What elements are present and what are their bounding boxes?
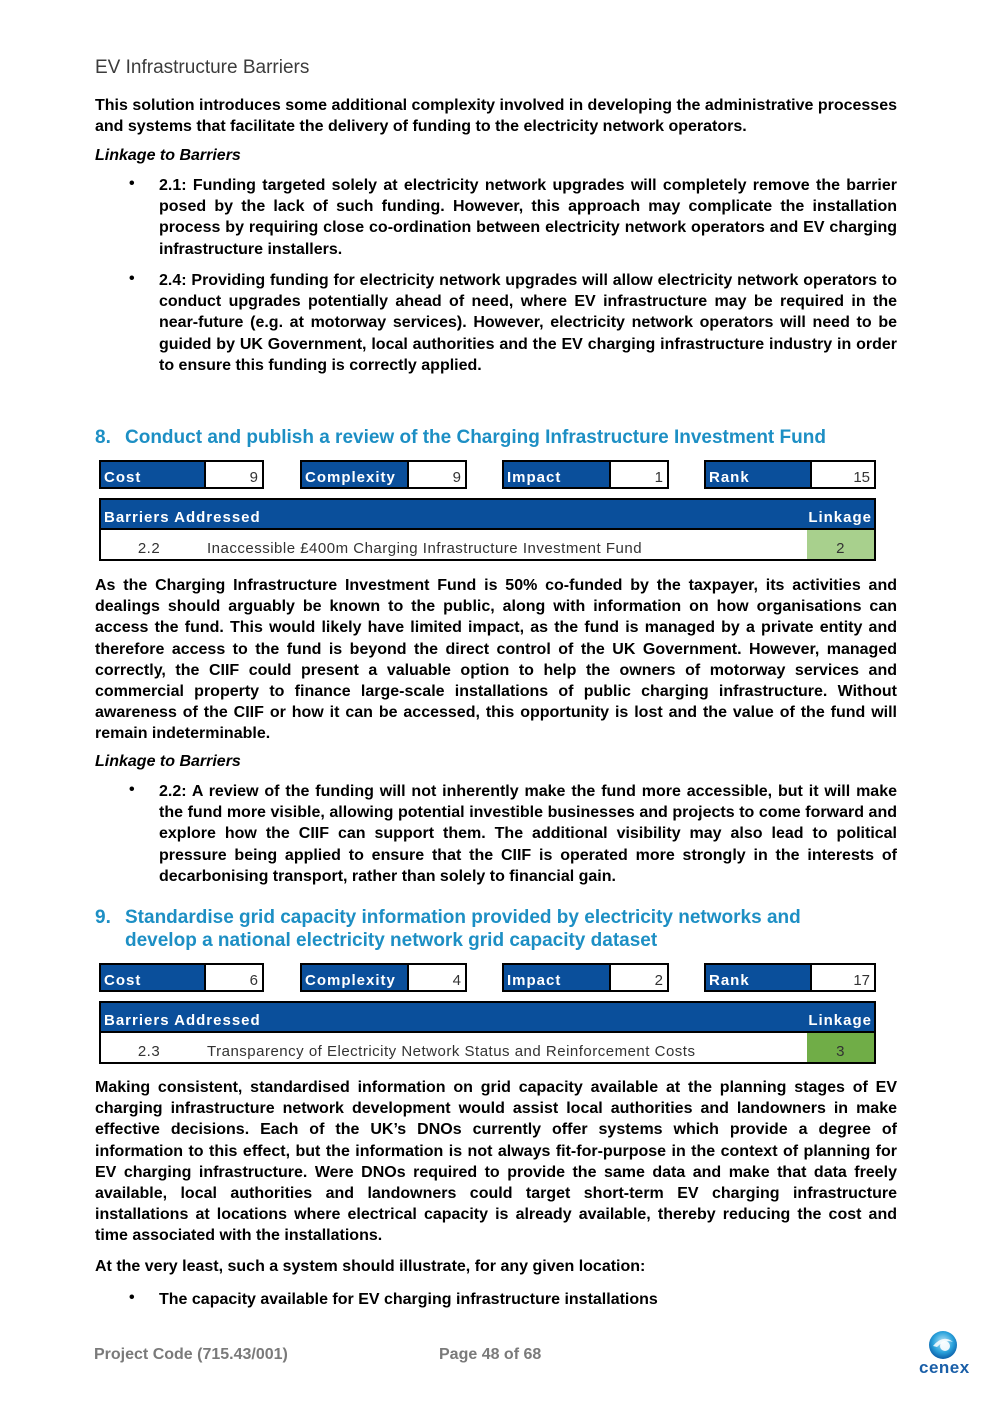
section-number: 8. [95,427,111,448]
bullet-icon: • [129,270,135,287]
section9-paragraph: Making consistent, standardised information on grid capacity available at the planning stages of EV charging infrastructure network development would assist local authorities and landowners in make effective decisions. Each of the UK’s DNOs currently offer systems which provide a degree of information to this effect, but the information is not always fit-for-purpose in the context of planning for EV charging infrastructure. Were DNOs required to provide the same data and make that data freely available, local authorities and landowners could target short-term EV charging infrastructure installations at locations where electrical capacity is already available, thereby reducing the cost and time associated with the installations. [95,1079,897,1245]
metric-value: 9 [407,462,465,487]
metric-value: 9 [204,462,262,487]
metric-complexity [300,963,467,992]
bullet-icon: • [129,781,135,798]
metric-value: 2 [609,965,667,990]
section-title-line1: Standardise grid capacity information provided by electricity networks and [125,907,801,928]
cenex-logo [915,1330,971,1380]
section-title: Conduct and publish a review of the Charging Infrastructure Investment Fund [125,427,826,448]
metric-label: Rank [706,965,810,990]
linkage-header-label: Linkage [808,1012,872,1029]
metric-complexity [300,460,467,489]
metric-value: 17 [810,965,874,990]
barriers-table-header [101,500,874,530]
metric-label: Complexity [302,965,407,990]
metric-label: Impact [504,965,609,990]
barriers-table [99,1001,876,1064]
metric-value: 15 [810,462,874,487]
bullet-icon: • [129,1289,135,1306]
section-title-line2: develop a national electricity network grid capacity dataset [125,930,658,951]
linkage-score: 3 [807,1033,874,1062]
metric-impact [502,963,669,992]
metric-label: Impact [504,462,609,487]
metric-label: Rank [706,462,810,487]
metric-cost [99,460,264,489]
logo-swirl-icon [915,1330,971,1360]
barrier-description: Transparency of Electricity Network Status and Reinforcement Costs [207,1043,696,1060]
metric-label: Cost [101,965,204,990]
table-row [101,1033,874,1062]
barriers-header-label: Barriers Addressed [104,509,261,526]
metric-label: Complexity [302,462,407,487]
logo-text: cenex [919,1358,970,1377]
section8-paragraph: As the Charging Infrastructure Investment Fund is 50% co-funded by the taxpayer, its activities and dealings should arguably be known to the public, along with information on how organisations can access the fund. This would likely have limited impact, as the fund is managed by a private entity and therefore access to the fund is beyond the direct control of the UK Government. However, managed correctly, the CIIF could present a valuable option to help the owners of motorway services and commercial property to finance large-scale installations of public charging infrastructure. Without awareness of the CIIF or how it can be accessed, this opportunity is lost and the value of the fund will remain indeterminable. [95,577,897,743]
metric-value: 1 [609,462,667,487]
bullet-text: 2.1: Funding targeted solely at electricity network upgrades will completely remove the barrier posed by the lack of such funding. However, this approach may complicate the installation process by requiring close co-ordination between electricity network operators and EV charging infrastructure installers. [159,177,897,258]
metric-value: 6 [204,965,262,990]
section-heading-9 [95,906,801,952]
bullet-icon: • [129,175,135,192]
table-row [101,530,874,559]
metric-cost [99,963,264,992]
document-header: EV Infrastructure Barriers [95,57,310,78]
linkage-score: 2 [807,530,874,559]
barrier-description: Inaccessible £400m Charging Infrastructure Investment Fund [207,540,643,557]
bullet-text: 2.2: A review of the funding will not inherently make the fund more accessible, but it will make the fund more visible, allowing potential investible businesses and projects to come forward and explore how the CIIF can support them. The additional visibility may also lead to political pressure being applied to ensure that the CIIF is operated more strongly in the interests of decarbonising transport, rather than solely to financial gain. [159,783,897,885]
barriers-table [99,498,876,561]
page-number: Page 48 of 68 [439,1346,542,1363]
metric-label: Cost [101,462,204,487]
metric-value: 4 [407,965,465,990]
metric-rank [704,963,876,992]
linkage-header-label: Linkage [808,509,872,526]
section-heading-8 [95,426,826,449]
section-number: 9. [95,907,111,928]
barrier-code: 2.2 [137,540,161,557]
bullet-text: The capacity available for EV charging infrastructure installations [159,1291,658,1308]
intro-paragraph: This solution introduces some additional complexity involved in developing the administrative processes and systems that facilitate the delivery of funding to the electricity network operators. [95,97,897,136]
barrier-code: 2.3 [137,1043,161,1060]
barriers-table-header [101,1003,874,1033]
barriers-header-label: Barriers Addressed [104,1012,261,1029]
bullet-text: 2.4: Providing funding for electricity network upgrades will allow electricity network operators to conduct upgrades potentially ahead of need, where EV infrastructure may be required in the near-future (e.g. at motorway services). However, electricity network operators will need to be guided by UK Government, local authorities and the EV charging infrastructure industry in order to ensure this funding is correctly applied. [159,272,897,374]
project-code: Project Code (715.43/001) [94,1346,288,1363]
section9-paragraph2: At the very least, such a system should illustrate, for any given location: [95,1258,646,1275]
linkage-heading: Linkage to Barriers [95,753,241,770]
linkage-heading: Linkage to Barriers [95,147,241,164]
metric-impact [502,460,669,489]
metric-rank [704,460,876,489]
